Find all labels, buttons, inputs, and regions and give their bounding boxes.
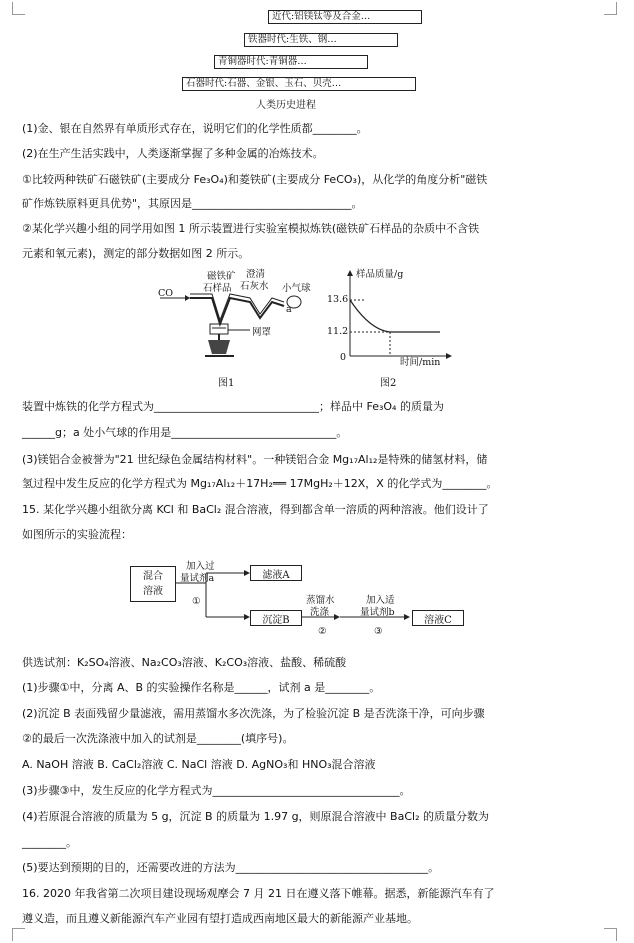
add-reagent-b-label: 量试剂b <box>360 607 395 618</box>
history-step-modern: 近代:铝镁钛等及合金… <box>268 10 422 24</box>
question-line: ②的最后一次洗涤液中加入的试剂是________(填序号)。 <box>22 732 294 745</box>
mass-curve <box>350 300 440 332</box>
question-line: 供选试剂：K₂SO₄溶液、Na₂CO₃溶液、K₂CO₃溶液、盐酸、稀硫酸 <box>22 656 347 669</box>
add-reagent-b-label: 加入适 <box>366 595 395 606</box>
add-reagent-a-label: 量试剂a <box>180 573 215 584</box>
step-3-label: ③ <box>374 626 383 637</box>
alcohol-lamp <box>208 340 230 354</box>
question-line: 装置中炼铁的化学方程式为______________________________；样品中 Fe₃O₄ 的质量为 <box>22 400 444 413</box>
limewater-label: 澄清 <box>246 269 266 280</box>
corner-mark-bottom-left <box>12 928 25 941</box>
co-label: CO <box>158 288 174 299</box>
question-line: (2)沉淀 B 表面残留少量滤液，需用蒸馏水多次洗涤，为了检验沉淀 B 是否洗涤干净，可向步骤 <box>22 707 485 720</box>
history-caption: 人类历史进程 <box>256 100 316 111</box>
step-2-label: ② <box>318 626 327 637</box>
question-line: (1)步骤①中，分离 A、B 的实验操作名称是______，试剂 a 是________。 <box>22 681 381 694</box>
figure-1-caption: 图1 <box>218 378 235 389</box>
question-line: (2)在生产生活实践中，人类逐渐掌握了多种金属的冶炼技术。 <box>22 147 324 160</box>
wash-label: 洗涤 <box>310 607 330 618</box>
limewater-label: 石灰水 <box>240 281 269 292</box>
sample-label: 磁铁矿 <box>207 271 236 282</box>
history-step-bronze: 青铜器时代:青铜器… <box>214 55 368 69</box>
gauze-label: 网罩 <box>252 327 272 338</box>
figure-2-caption: 图2 <box>380 378 397 389</box>
question-line: 矿作炼铁原料更具优势"，其原因是_____________________________。 <box>22 197 363 210</box>
y-tick-low: 11.2 <box>327 326 349 337</box>
question-line: ①比较两种铁矿石磁铁矿(主要成分 Fe₃O₄)和菱铁矿(主要成分 FeCO₃)，从化学的角度分析"磁铁 <box>22 173 488 186</box>
question-line: (5)要达到预期的目的，还需要改进的方法为___________________________________。 <box>22 861 440 874</box>
question-line: 氢过程中发生反应的化学方程式为 Mg₁₇Al₁₂＋17H₂══ 17MgH₂＋12X，X 的化学式为________。 <box>22 477 498 490</box>
wash-label: 蒸馏水 <box>306 595 335 606</box>
add-reagent-a-label: 加入过 <box>186 561 215 572</box>
solution-c-box: 溶液C <box>412 610 464 626</box>
question-line: 元素和氧元素)，测定的部分数据如图 2 所示。 <box>22 247 250 260</box>
corner-mark-top-right <box>604 2 617 15</box>
step-1-label: ① <box>192 596 201 607</box>
question-line: (1)金、银在自然界有单质形式存在，说明它们的化学性质都________。 <box>22 122 368 135</box>
question-line: ________。 <box>22 836 77 849</box>
gauze-cover <box>210 324 228 334</box>
question-line: (4)若原混合溶液的质量为 5 g，沉淀 B 的质量为 1.97 g，则原混合溶液中 BaCl₂ 的质量分数为 <box>22 810 489 823</box>
x-axis-label: 时间/min <box>400 357 441 368</box>
balloon-label: 小气球 <box>282 283 311 294</box>
arrow-head <box>185 295 190 301</box>
filtrate-a-box: 滤液A <box>250 565 302 581</box>
question-line: ______g；a 处小气球的作用是______________________________。 <box>22 426 348 439</box>
sample-label: 石样品 <box>203 283 232 294</box>
question-line: 遵义造，而且遵义新能源汽车产业园有望打造成西南地区最大的新能源产业基地。 <box>22 912 418 925</box>
y-axis-label: 样品质量/g <box>356 269 404 280</box>
question-line: 15. 某化学兴趣小组欲分离 KCl 和 BaCl₂ 混合溶液，得到都含单一溶质的两种溶液。他们设计了 <box>22 503 489 516</box>
origin-label: 0 <box>340 352 347 363</box>
history-step-iron: 铁器时代:生铁、钢… <box>244 33 398 47</box>
glass-tube <box>190 298 284 324</box>
precipitate-b-box: 沉淀B <box>250 610 302 626</box>
corner-mark-bottom-right <box>604 928 617 941</box>
answer-options: A. NaOH 溶液 B. CaCl₂溶液 C. NaCl 溶液 D. AgNO₃和 HNO₃混合溶液 <box>22 758 376 771</box>
mass-time-chart <box>330 268 460 368</box>
question-line: (3)步骤③中，发生反应的化学方程式为__________________________________。 <box>22 784 411 797</box>
history-step-stone: 石器时代:石器、金银、玉石、贝壳… <box>182 77 416 91</box>
question-line: (3)镁铝合金被誉为"21 世纪绿色金属结构材料"。一种镁铝合金 Mg₁₇Al₁₂是特殊的储氢材料，储 <box>22 453 488 466</box>
question-line: 如图所示的实验流程： <box>22 528 132 541</box>
point-a-label: a <box>286 304 292 315</box>
corner-mark-top-left <box>12 2 25 15</box>
y-tick-high: 13.6 <box>327 294 349 305</box>
mixed-solution-box <box>130 566 176 602</box>
mixed-solution-label: 混合 <box>143 571 163 582</box>
mixed-solution-label: 溶液 <box>143 586 163 597</box>
question-line: 16. 2020 年我省第二次项目建设现场观摩会 7 月 21 日在遵义落下帷幕。据悉，新能源汽车有了 <box>22 887 495 900</box>
question-line: ②某化学兴趣小组的同学用如图 1 所示装置进行实验室模拟炼铁(磁铁矿石样品的杂质中不含铁 <box>22 222 480 235</box>
